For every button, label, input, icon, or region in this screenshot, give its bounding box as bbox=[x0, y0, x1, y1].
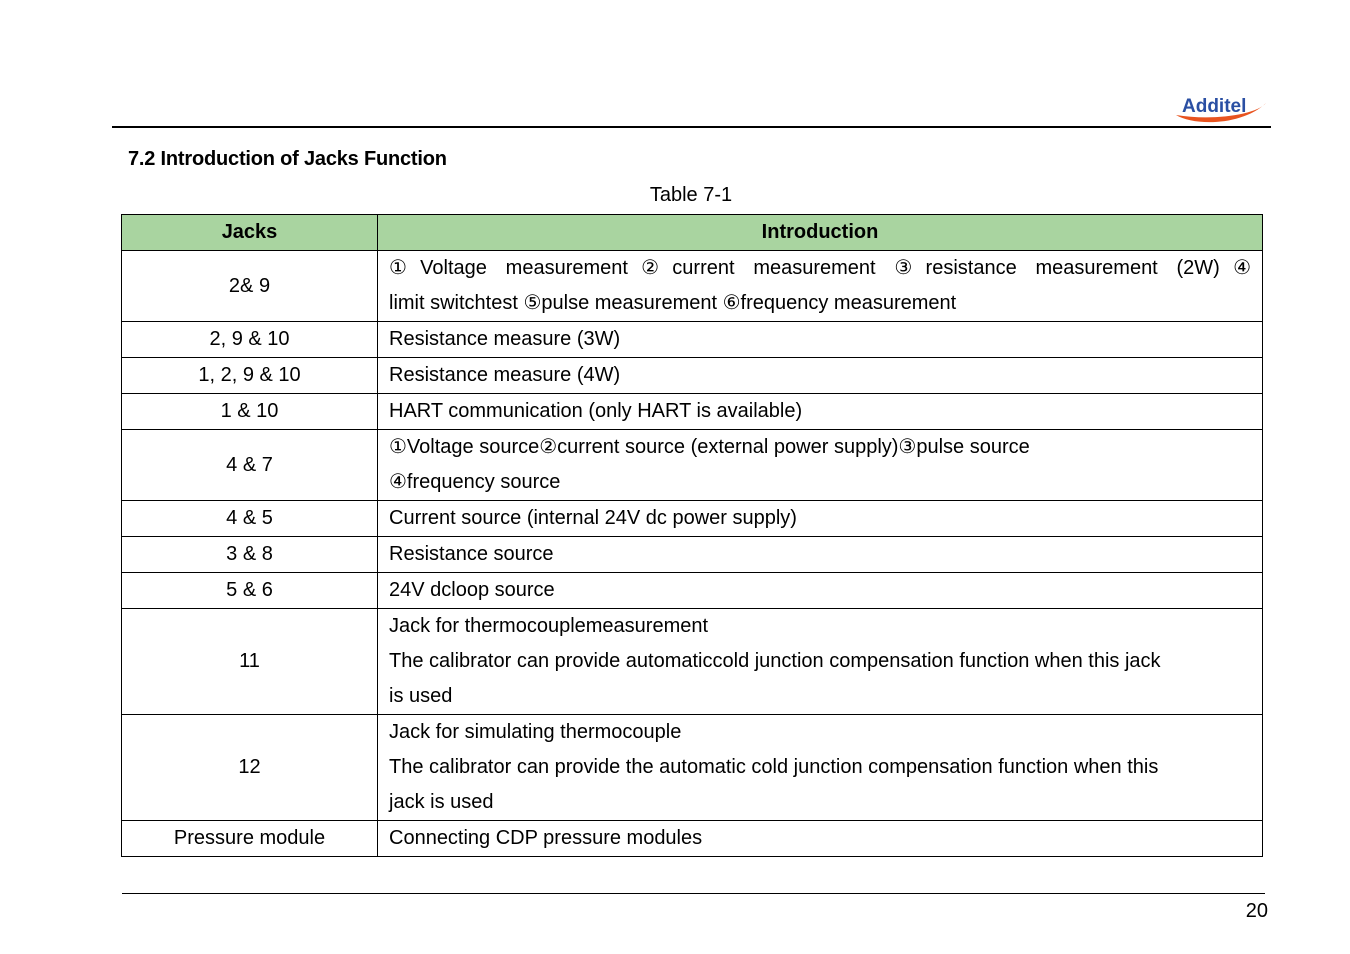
jack-cell: 4 & 7 bbox=[122, 430, 378, 501]
header-rule bbox=[112, 126, 1271, 128]
introduction-cell bbox=[378, 715, 1263, 821]
introduction-cell bbox=[378, 821, 1263, 857]
introduction-cell bbox=[378, 394, 1263, 430]
table-row bbox=[122, 573, 1263, 609]
introduction-line: jack is used bbox=[389, 791, 494, 813]
jack-cell: 1, 2, 9 & 10 bbox=[122, 358, 378, 394]
jack-cell: Pressure module bbox=[122, 821, 378, 857]
table-row bbox=[122, 501, 1263, 537]
introduction-line: Resistance measure (4W) bbox=[389, 364, 621, 386]
column-header-jacks: Jacks bbox=[122, 215, 378, 251]
table-row bbox=[122, 609, 1263, 715]
introduction-cell bbox=[378, 322, 1263, 358]
introduction-line: Connecting CDP pressure modules bbox=[389, 827, 703, 849]
table-row bbox=[122, 251, 1263, 322]
jack-cell: 3 & 8 bbox=[122, 537, 378, 573]
introduction-line: Jack for thermocouplemeasurement bbox=[389, 615, 709, 637]
table-row bbox=[122, 821, 1263, 857]
table-row bbox=[122, 430, 1263, 501]
table-row bbox=[122, 715, 1263, 821]
jack-cell: 12 bbox=[122, 715, 378, 821]
column-header-introduction: Introduction bbox=[378, 215, 1263, 251]
table-row bbox=[122, 537, 1263, 573]
jack-cell: 11 bbox=[122, 609, 378, 715]
introduction-line: The calibrator can provide the automatic cold junction compensation function when this bbox=[389, 756, 1159, 778]
introduction-line: is used bbox=[389, 685, 453, 707]
table-row bbox=[122, 394, 1263, 430]
table-row bbox=[122, 358, 1263, 394]
additel-logo-icon bbox=[1172, 88, 1270, 126]
introduction-line: ④frequency source bbox=[389, 471, 561, 493]
jack-cell: 5 & 6 bbox=[122, 573, 378, 609]
introduction-line: Resistance measure (3W) bbox=[389, 328, 621, 350]
table-row bbox=[122, 322, 1263, 358]
jacks-function-table bbox=[121, 214, 1263, 857]
jack-cell: 1 & 10 bbox=[122, 394, 378, 430]
logo-text: Additel bbox=[1182, 96, 1247, 117]
footer-rule bbox=[122, 893, 1265, 894]
introduction-line: Resistance source bbox=[389, 543, 554, 565]
introduction-line: Jack for simulating thermocouple bbox=[389, 721, 682, 743]
table-caption: Table 7-1 bbox=[649, 184, 733, 206]
introduction-line: ①Voltage measurement②current measurement ③resistance measurement (2W)④ bbox=[389, 257, 1251, 279]
introduction-line: limit switchtest ⑤pulse measurement ⑥frequency measurement bbox=[389, 292, 957, 314]
introduction-line: HART communication (only HART is available) bbox=[389, 400, 803, 422]
jack-cell: 2, 9 & 10 bbox=[122, 322, 378, 358]
introduction-line: ①Voltage source②current source (external power supply)③pulse source bbox=[389, 436, 1030, 458]
introduction-line: 24V dcloop source bbox=[389, 579, 555, 601]
jack-cell: 2& 9 bbox=[122, 251, 378, 322]
section-heading: 7.2 Introduction of Jacks Function bbox=[128, 148, 447, 170]
introduction-cell bbox=[378, 537, 1263, 573]
introduction-cell bbox=[378, 430, 1263, 501]
introduction-line: Current source (internal 24V dc power supply) bbox=[389, 507, 797, 529]
introduction-cell bbox=[378, 358, 1263, 394]
additel-logo bbox=[1172, 88, 1270, 126]
introduction-cell bbox=[378, 573, 1263, 609]
jack-cell: 4 & 5 bbox=[122, 501, 378, 537]
introduction-cell bbox=[378, 609, 1263, 715]
page-number: 20 bbox=[1245, 900, 1268, 922]
introduction-cell bbox=[378, 501, 1263, 537]
introduction-line: The calibrator can provide automaticcold junction compensation function when this jack bbox=[389, 650, 1161, 672]
introduction-cell bbox=[378, 251, 1263, 322]
table-header-row bbox=[122, 215, 1263, 251]
